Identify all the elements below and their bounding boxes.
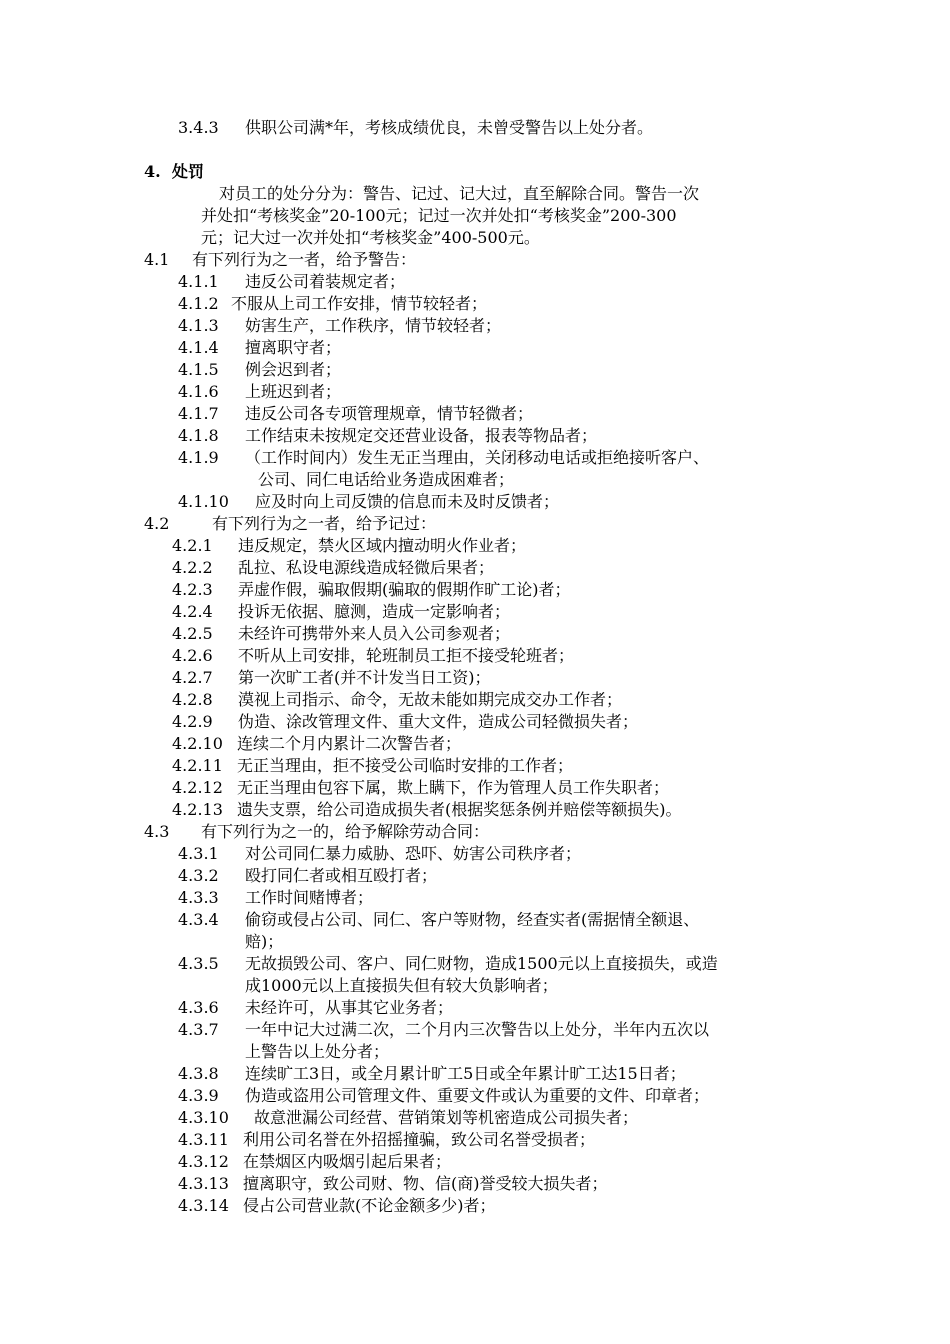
clause-text: 供职公司满*年，考核成绩优良，未曾受警告以上处分者。 (245, 118, 654, 137)
clause-4-3-13: 4.3.13 擅离职守，致公司财、物、信(商)誉受较大损失者； (178, 1174, 608, 1193)
clause-4-2-11: 4.2.11 无正当理由，拒不接受公司临时安排的工作者； (172, 756, 574, 775)
clause-4-1-5: 4.1.5 例会迟到者； (178, 360, 342, 379)
clause-4-3-6: 4.3.6 未经许可，从事其它业务者； (178, 998, 454, 1017)
clause-4-3-5: 4.3.5 无故损毁公司、客户、同仁财物，造成1500元以上直接损失，或造 (178, 954, 718, 973)
clause-number: 3.4.3 (178, 118, 219, 137)
clause-4-1-1: 4.1.1 违反公司着装规定者； (178, 272, 406, 291)
clause-4-3-3: 4.3.3 工作时间赌博者； (178, 888, 374, 907)
clause-4-2-10: 4.2.10 连续二个月内累计二次警告者； (172, 734, 462, 753)
clause-4-2-5: 4.2.5 未经许可携带外来人员入公司参观者； (172, 624, 511, 643)
clause-4-1-2: 4.1.2 不服从上司工作安排，情节较轻者； (178, 294, 488, 313)
clause-4-3-12: 4.3.12 在禁烟区内吸烟引起后果者； (178, 1152, 452, 1171)
clause-4-3-11: 4.3.11 利用公司名誉在外招摇撞骗，致公司名誉受损者； (178, 1130, 596, 1149)
clause-4-1-7: 4.1.7 违反公司各专项管理规章，情节轻微者； (178, 404, 534, 423)
clause-4-3-5-cont: 成1000元以上直接损失但有较大负影响者； (245, 976, 558, 995)
intro-paragraph-line-2: 并处扣“考核奖金”20-100元；记过一次并处扣“考核奖金”200-300 (201, 206, 677, 225)
clause-4-3-7-cont: 上警告以上处分者； (245, 1042, 390, 1061)
clause-4-1-9: 4.1.9 （工作时间内）发生无正当理由，关闭移动电话或拒绝接听客户、 (178, 448, 710, 467)
clause-4-3-14: 4.3.14 侵占公司营业款(不论金额多少)者； (178, 1196, 496, 1215)
clause-4-2-3: 4.2.3 弄虚作假，骗取假期(骗取的假期作旷工论)者； (172, 580, 571, 599)
clause-4-1-3: 4.1.3 妨害生产，工作秩序，情节较轻者； (178, 316, 502, 335)
clause-4-2-1: 4.2.1 违反规定，禁火区域内擅动明火作业者； (172, 536, 527, 555)
clause-4-3-7: 4.3.7 一年中记大过满二次，二个月内三次警告以上处分，半年内五次以 (178, 1020, 710, 1039)
clause-4-1: 4.1 有下列行为之一者，给予警告： (144, 250, 417, 269)
clause-4-2-6: 4.2.6 不听从上司安排，轮班制员工拒不接受轮班者； (172, 646, 575, 665)
clause-4-2-8: 4.2.8 漠视上司指示、命令，无故未能如期完成交办工作者； (172, 690, 623, 709)
clause-4-3-4: 4.3.4 偷窃或侵占公司、同仁、客户等财物，经查实者(需据情全额退、 (178, 910, 700, 929)
clause-4-2-2: 4.2.2 乱拉、私设电源线造成轻微后果者； (172, 558, 495, 577)
clause-4-1-4: 4.1.4 擅离职守者； (178, 338, 342, 357)
clause-4-3-2: 4.3.2 殴打同仁者或相互殴打者； (178, 866, 438, 885)
clause-4-2-12: 4.2.12 无正当理由包容下属，欺上瞒下，作为管理人员工作失职者； (172, 778, 670, 797)
clause-4-3-9: 4.3.9 伪造或盗用公司管理文件、重要文件或认为重要的文件、印章者； (178, 1086, 710, 1105)
intro-paragraph-line-1: 对员工的处分分为：警告、记过、记大过，直至解除合同。警告一次 (219, 184, 700, 203)
clause-4-3-8: 4.3.8 连续旷工3日，或全月累计旷工5日或全年累计旷工达15日者； (178, 1064, 686, 1083)
clause-4-1-8: 4.1.8 工作结束未按规定交还营业设备，报表等物品者； (178, 426, 598, 445)
clause-4-3: 4.3 有下列行为之一的，给予解除劳动合同： (144, 822, 490, 841)
clause-4-1-6: 4.1.6 上班迟到者； (178, 382, 342, 401)
clause-4-2-4: 4.2.4 投诉无依据、臆测，造成一定影响者； (172, 602, 511, 621)
clause-4-2-7: 4.2.7 第一次旷工者(并不计发当日工资)； (172, 668, 491, 687)
clause-4-1-9-cont: 公司、同仁电话给业务造成困难者； (258, 470, 515, 489)
section-title: 处罚 (172, 162, 205, 181)
clause-4-1-10: 4.1.10 应及时向上司反馈的信息而未及时反馈者； (178, 492, 560, 511)
clause-4-2-9: 4.2.9 伪造、涂改管理文件、重大文件，造成公司轻微损失者； (172, 712, 639, 731)
clause-4-3-1: 4.3.1 对公司同仁暴力威胁、恐吓、妨害公司秩序者； (178, 844, 582, 863)
clause-4-2: 4.2 有下列行为之一者，给予记过： (144, 514, 437, 533)
clause-4-3-4-cont: 赔)； (245, 932, 284, 951)
intro-paragraph-line-3: 元；记大过一次并处扣“考核奖金”400-500元。 (201, 228, 540, 247)
section-number: 4. (144, 162, 161, 181)
clause-4-2-13: 4.2.13 遗失支票，给公司造成损失者(根据奖惩条例并赔偿等额损失)。 (172, 800, 682, 819)
section-heading-4 (144, 161, 204, 183)
clause-3-4-3 (178, 117, 653, 139)
clause-4-3-10: 4.3.10 故意泄漏公司经营、营销策划等机密造成公司损失者； (178, 1108, 639, 1127)
